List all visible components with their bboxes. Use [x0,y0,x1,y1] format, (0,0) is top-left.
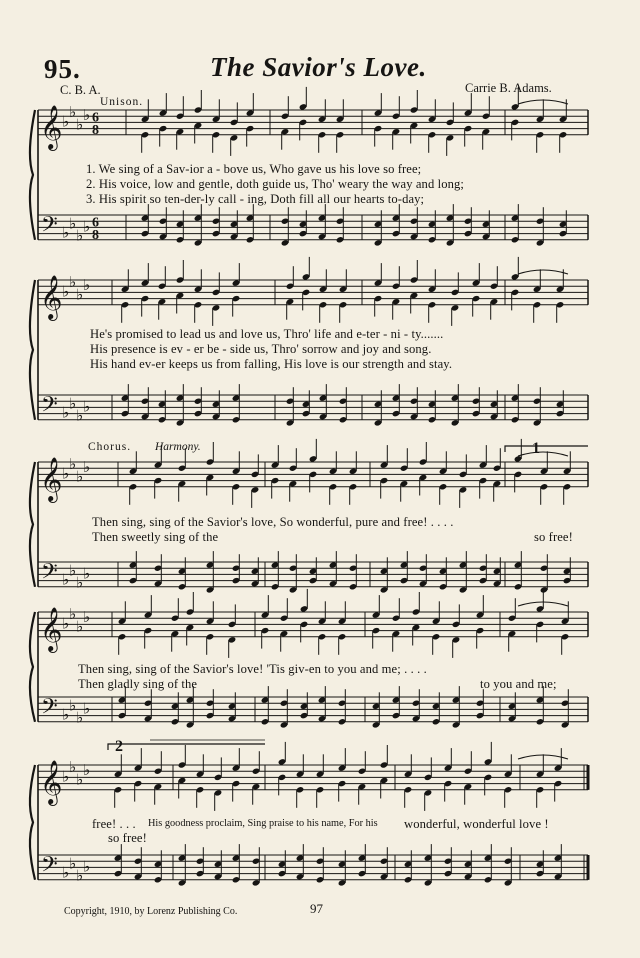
chorus-line-2-top: Then sing, sing of the Savior's love! 'Tis giv-en to you and me; . . . . [78,662,427,676]
system-1-bass-flat-icon: ♭ [69,214,77,233]
system-1-time-sig-bottom: 8 [92,122,99,138]
system-5-treble-flat-icon: ♭ [69,758,77,777]
verse-1-line-1: 1. We sing of a Sav-ior a - bove us, Who gave us his love so free; [86,162,422,176]
system-2-bass-clef-icon: 𝄢 [41,392,58,423]
system-2-bass-flat-icon: ♭ [76,406,84,425]
system-5-brace [30,765,35,880]
system-4-bass-clef-icon: 𝄢 [41,694,58,725]
system-5-bass-flat-icon: ♭ [76,866,84,885]
system-3-bass-clef-icon: 𝄢 [41,559,58,590]
chorus-line-3-start: free! . . . [92,817,136,831]
chorus-marking: Chorus. [88,441,132,453]
system-2-treble-flat-icon: ♭ [83,276,91,295]
verse-3-line-2: His hand ev-er keeps us from falling, His love is our strength and stay. [90,357,453,371]
system-1-treble-flat-icon: ♭ [69,103,77,122]
system-5-treble-clef-icon: 𝄞 [40,759,63,804]
system-5-bass-flat-icon: ♭ [69,854,77,873]
system-1-bass-flat-icon: ♭ [76,226,84,245]
system-5-treble-flat-icon: ♭ [83,761,91,780]
verse-3-line-1: 3. His spirit so ten-der-ly call - ing, Doth fill all our hearts to-day; [86,192,425,206]
system-1-bass-flat-icon: ♭ [83,217,91,236]
system-5-bass-flat-icon: ♭ [83,857,91,876]
system-4-treble-flat-icon: ♭ [76,617,84,636]
system-3-bass-flat-icon: ♭ [83,564,91,583]
system-3-treble-flat-icon: ♭ [62,464,70,483]
composer-initials: C. B. A. [60,83,101,97]
chorus-line-1-top: Then sing, sing of the Savior's love, So wonderful, pure and free! . . . . [92,515,454,529]
system-1-time-sig-top: 6 [92,110,99,126]
system-3-bass-flat-icon: ♭ [62,570,70,589]
system-2-bass-flat-icon: ♭ [83,397,91,416]
system-5-bass-flat-icon: ♭ [62,863,70,882]
system-5-treble-flat-icon: ♭ [76,770,84,789]
system-4-bass-flat-icon: ♭ [69,696,77,715]
system-1-brace [30,110,35,240]
chorus-line-1-bottom-end: so free! [534,530,573,544]
verse-1-line-2: He's promised to lead us and love us, Thro' life and e-ter - ni - ty....... [90,327,444,341]
second-ending-number: 2 [115,738,123,755]
system-3-tie [518,452,568,456]
system-2-tie [518,270,568,274]
chorus-line-1-bottom: Then sweetly sing of the [92,530,219,544]
harmony-marking: Harmony. [155,441,201,453]
chorus-line-3-middle: His goodness proclaim, Sing praise to his name, For his [148,818,378,829]
second-ending-bracket [108,744,265,750]
system-2-bass-flat-icon: ♭ [62,403,70,422]
system-4-bass-flat-icon: ♭ [62,705,70,724]
system-2-bass-flat-icon: ♭ [69,394,77,413]
system-4-treble-clef-icon: 𝄞 [40,606,63,651]
system-3-bass-flat-icon: ♭ [69,561,77,580]
system-1-treble-flat-icon: ♭ [62,112,70,131]
system-2-treble-flat-icon: ♭ [69,273,77,292]
page-number: 97 [310,901,323,916]
system-4-treble-flat-icon: ♭ [69,605,77,624]
unison-marking: Unison. [100,96,144,108]
system-1-treble-clef-icon: 𝄞 [40,104,63,149]
verse-2-line-2: His presence is ev - er be - side us, Thro' sorrow and joy and song. [90,342,432,356]
first-ending-bracket [505,446,588,452]
system-3-bass-flat-icon: ♭ [76,573,84,592]
system-2-brace [30,280,35,420]
system-4-bass-flat-icon: ♭ [83,699,91,718]
system-1-bass-clef-icon: 𝄢 [41,212,58,243]
author-credit: Carrie B. Adams. [465,81,552,95]
system-1-treble-flat-icon: ♭ [83,106,91,125]
system-1-treble-flat-icon: ♭ [76,115,84,134]
system-4-treble-flat-icon: ♭ [62,614,70,633]
system-5-bass-clef-icon: 𝄢 [41,852,58,883]
system-2-treble-flat-icon: ♭ [76,285,84,304]
system-1-time-sig-bottom: 8 [92,227,99,243]
chorus-line-3-bottom: so free! [108,831,147,845]
chorus-line-3-end: wonderful, wonderful love ! [404,817,549,831]
system-3-brace [30,462,35,587]
system-3-treble-flat-icon: ♭ [76,467,84,486]
system-4-brace [30,612,35,722]
system-3-treble-flat-icon: ♭ [83,458,91,477]
system-3-treble-flat-icon: ♭ [69,455,77,474]
system-1-time-sig-top: 6 [92,215,99,231]
verse-2-line-1: 2. His voice, low and gentle, doth guide us, Tho' weary the way and long; [86,177,464,191]
system-1-bass-flat-icon: ♭ [62,223,70,242]
system-4-treble-flat-icon: ♭ [83,608,91,627]
system-5-treble-flat-icon: ♭ [62,767,70,786]
hymn-title: The Savior's Love. [210,52,427,82]
hymn-number: 95. [44,54,81,84]
copyright-notice: Copyright, 1910, by Lorenz Publishing Co. [64,906,238,917]
first-ending-number: 1 [532,440,540,457]
chorus-line-2-bottom-end: to you and me; [480,677,557,691]
system-3-treble-clef-icon: 𝄞 [40,456,63,501]
system-4-bass-flat-icon: ♭ [76,708,84,727]
system-2-treble-clef-icon: 𝄞 [40,274,63,319]
system-2-treble-flat-icon: ♭ [62,282,70,301]
chorus-line-2-bottom: Then gladly sing of the [78,677,198,691]
